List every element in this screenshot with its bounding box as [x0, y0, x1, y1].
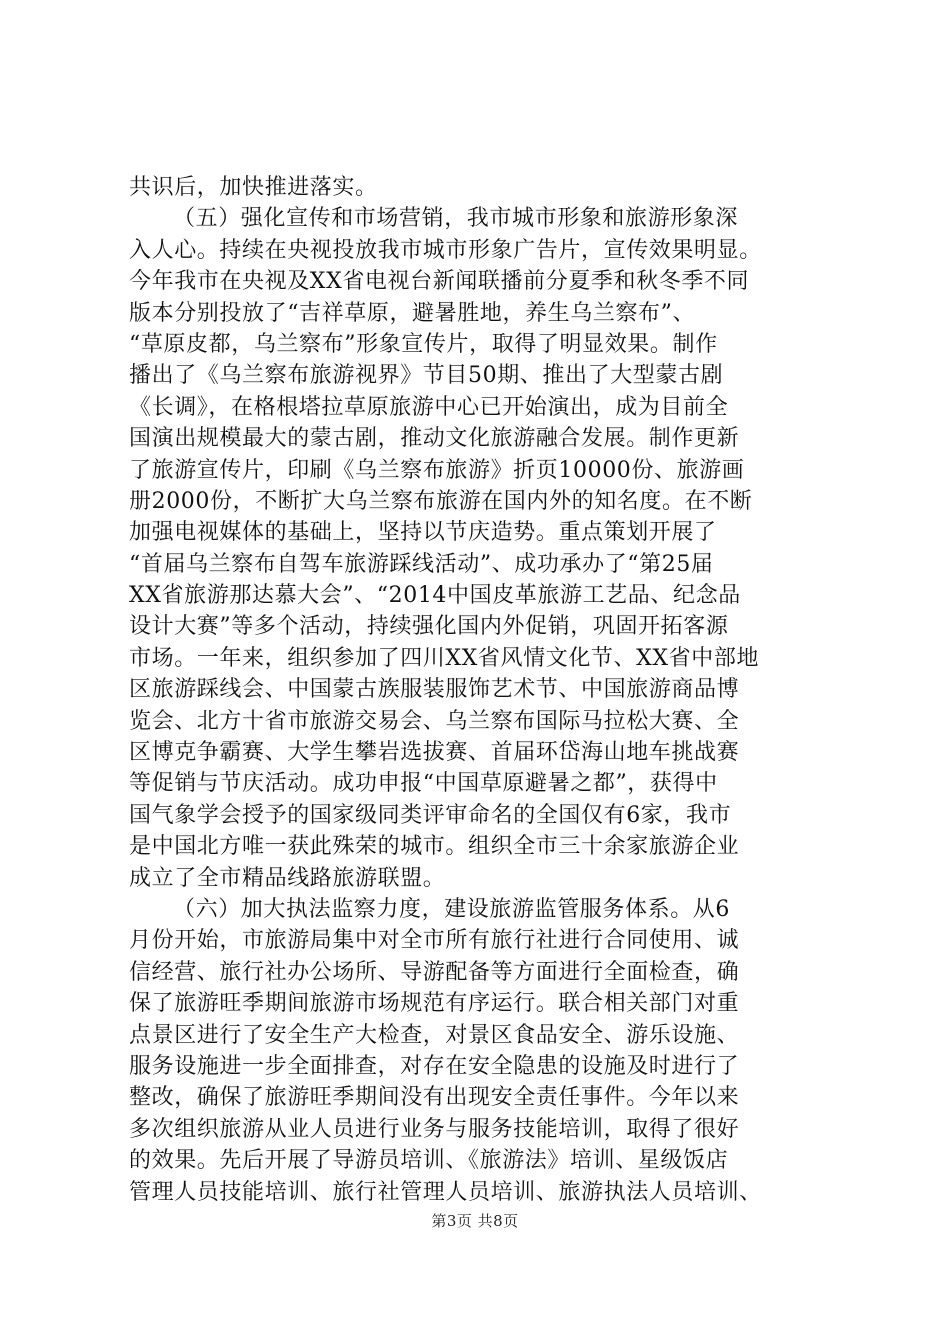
text-line: 版本分别投放了“吉祥草原，避暑胜地，养生乌兰察布”、 [129, 300, 696, 326]
document-body [129, 172, 841, 1208]
text-line: 览会、北方十省市旅游交易会、乌兰察布国际马拉松大赛、全 [129, 708, 740, 734]
text-line: 的效果。先后开展了导游员培训、《旅游法》培训、星级饭店 [129, 1148, 729, 1174]
text-line: 播出了《乌兰察布旅游视界》节目50期、推出了大型蒙古剧 [129, 363, 724, 389]
text-line: 保了旅游旺季期间旅游市场规范有序运行。联合相关部门对重 [129, 991, 740, 1017]
text-line: 月份开始，市旅游局集中对全市所有旅行社进行合同使用、诚 [129, 928, 740, 954]
text-line: 整改，确保了旅游旺季期间没有出现安全责任事件。今年以来 [129, 1085, 740, 1111]
text-line: “首届乌兰察布自驾车旅游踩线活动”、成功承办了“第25届 [129, 551, 714, 577]
text-line: 今年我市在央视及XX省电视台新闻联播前分夏季和秋冬季不同 [129, 269, 750, 295]
text-line: 市场。一年来，组织参加了四川XX省风情文化节、XX省中部地 [129, 645, 760, 671]
text-line: 区博克争霸赛、大学生攀岩选拔赛、首届环岱海山地车挑战赛 [129, 740, 740, 766]
text-line: 加强电视媒体的基础上，坚持以节庆造势。重点策划开展了 [129, 520, 717, 546]
text-line: 共识后，加快推进落实。 [129, 175, 378, 200]
text-line: 设计大赛”等多个活动，持续强化国内外促销，巩固开拓客源 [129, 614, 729, 640]
text-line: 点景区进行了安全生产大检查，对景区食品安全、游乐设施、 [129, 1022, 740, 1048]
text-line: 等促销与节庆活动。成功申报“中国草原避暑之都”，获得中 [129, 771, 718, 797]
text-line: “草原皮都，乌兰察布”形象宣传片，取得了明显效果。制作 [129, 331, 718, 357]
text-line: 是中国北方唯一获此殊荣的城市。组织全市三十余家旅游企业 [129, 834, 740, 860]
text-line: 国气象学会授予的国家级同类评审命名的全国仅有6家，我市 [129, 802, 732, 828]
paragraph-heading-line: （五）强化宣传和市场营销，我市城市形象和旅游形象深 [173, 206, 739, 232]
paragraph-heading-line: （六）加大执法监察力度，建设旅游监管服务体系。从6 [173, 896, 730, 922]
text-line: 信经营、旅行社办公场所、导游配备等方面进行全面检查，确 [129, 959, 740, 985]
text-line: 了旅游宣传片，印刷《乌兰察布旅游》折页10000份、旅游画 [129, 457, 745, 483]
text-line: 多次组织旅游从业人员进行业务与服务技能培训，取得了很好 [129, 1116, 740, 1142]
text-line: 成立了全市精品线路旅游联盟。 [129, 865, 446, 891]
text-line: 服务设施进一步全面排查，对存在安全隐患的设施及时进行了 [129, 1053, 740, 1079]
text-line: 入人心。持续在央视投放我市城市形象广告片，宣传效果明显。 [129, 237, 762, 263]
text-line: 管理人员技能培训、旅行社管理人员培训、旅游执法人员培训、 [129, 1179, 762, 1205]
text-line: 区旅游踩线会、中国蒙古族服装服饰艺术节、中国旅游商品博 [129, 677, 740, 703]
text-line: XX省旅游那达慕大会”、“2014中国皮革旅游工艺品、纪念品 [129, 583, 741, 609]
text-line: 国演出规模最大的蒙古剧，推动文化旅游融合发展。制作更新 [129, 426, 740, 452]
text-line: 《长调》，在格根塔拉草原旅游中心已开始演出，成为目前全 [129, 394, 729, 420]
text-line: 册2000份，不断扩大乌兰察布旅游在国内外的知名度。在不断 [129, 488, 753, 514]
page-number-footer: 第3页 共8页 [431, 1212, 519, 1230]
